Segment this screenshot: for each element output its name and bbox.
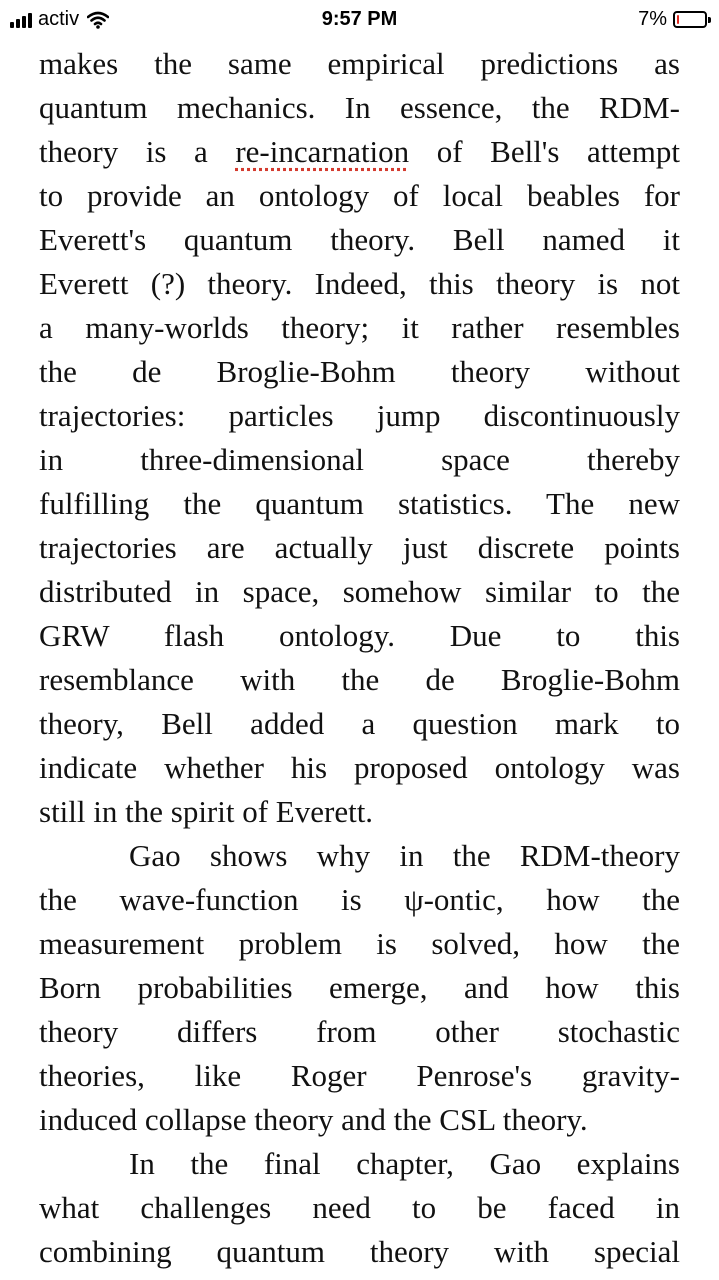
text-line: Everett's quantum theory. Bell named it <box>39 222 680 257</box>
text-line: In the final chapter, Gao explains <box>129 1146 680 1181</box>
text-line: trajectories: particles jump discontinuously <box>39 398 680 433</box>
text-line: measurement problem is solved, how the <box>39 926 680 961</box>
text-line: what challenges need to be faced in <box>39 1190 680 1225</box>
text-line: theory is a re-incarnation of Bell's attempt <box>39 134 680 169</box>
status-bar <box>0 0 719 40</box>
text-line: the de Broglie-Bohm theory without <box>39 354 680 389</box>
carrier-name: activ <box>38 8 80 30</box>
text-line: in three-dimensional space thereby <box>39 442 680 477</box>
text-line: GRW flash ontology. Due to this <box>39 618 680 653</box>
text-line: theories, like Roger Penrose's gravity- <box>39 1058 680 1093</box>
text-line: induced collapse theory and the CSL theory. <box>39 1102 588 1137</box>
text-line: theory differs from other stochastic <box>39 1014 680 1049</box>
document-page[interactable] <box>39 42 680 1274</box>
text-line: makes the same empirical predictions as <box>39 46 680 81</box>
text-line: combining quantum theory with special <box>39 1234 680 1269</box>
text-line: quantum mechanics. In essence, the RDM- <box>39 90 680 125</box>
text-line: indicate whether his proposed ontology was <box>39 750 680 785</box>
text-line: Gao shows why in the RDM-theory <box>129 838 680 873</box>
battery-percent: 7% <box>638 8 667 30</box>
battery-icon <box>673 11 707 28</box>
text-line: still in the spirit of Everett. <box>39 794 374 829</box>
text-line: the wave-function is ψ-ontic, how the <box>39 882 680 917</box>
text-line: a many-worlds theory; it rather resembles <box>39 310 680 345</box>
spellcheck-word[interactable]: re-incarnation <box>235 134 410 169</box>
battery-level <box>677 15 679 24</box>
text-line: trajectories are actually just discrete points <box>39 530 680 565</box>
text-line: to provide an ontology of local beables for <box>39 178 680 213</box>
text-line: fulfilling the quantum statistics. The new <box>39 486 680 521</box>
text-line: resemblance with the de Broglie-Bohm <box>39 662 680 697</box>
text-line: theory, Bell added a question mark to <box>39 706 680 741</box>
text-line: distributed in space, somehow similar to the <box>39 574 680 609</box>
status-time: 9:57 PM <box>321 8 398 30</box>
text-line: Born probabilities emerge, and how this <box>39 970 680 1005</box>
text-line: Everett (?) theory. Indeed, this theory is not <box>39 266 680 301</box>
